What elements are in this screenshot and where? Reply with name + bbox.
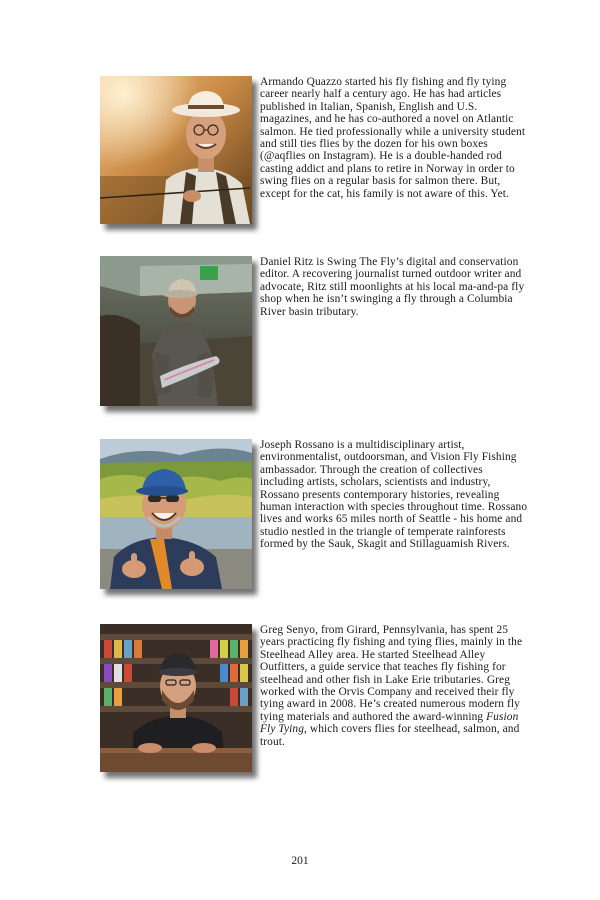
- photo-daniel-ritz-image: [100, 256, 252, 406]
- bio-text-armando-quazzo: Armando Quazzo started his fly fishing and fly tying career nearly half a century ago. He has had articles published in Italian, Spanish, English and U.S. magazines, and he has co-authored a novel on Atlantic salmon. He tied professionally while a university student and still ties flies by the dozen for his own boxes (@aqflies on Instagram). He is a double-handed rod casting addict and plans to retire in Norway in order to swing flies on a regular basis for salmon there. But, except for the cat, his family is not aware of this. Yet.: [260, 76, 526, 200]
- photo-armando-quazzo: [100, 76, 252, 224]
- photo-armando-quazzo-image: [100, 76, 252, 224]
- bio-text-greg-senyo: [260, 624, 528, 748]
- photo-greg-senyo: [100, 624, 252, 772]
- bio-text-joseph-rossano: Joseph Rossano is a multidisciplinary artist, environmentalist, outdoorsman, and Vision Fly Fishing ambassador. Through the creation of collectives including artists, scholars, scientists and industry, Rossano presents contemporary histories, revealing human interaction with species throughout time. Rossano lives and works 65 miles north of Seattle - his home and studio nestled in the triangle of temperate rainforests formed by the Sauk, Skagit and Stillaguamish Rivers.: [260, 439, 528, 551]
- bio-text-greg-senyo-part2: , which covers flies for steelhead, salmon, and trout.: [260, 723, 520, 748]
- bio-armando-quazzo: [100, 76, 530, 236]
- bio-greg-senyo: [100, 624, 530, 799]
- bio-text-greg-senyo-part1: Greg Senyo, from Girard, Pennsylvania, has spent 25 years practicing fly fishing and tying flies, mainly in the Steelhead Alley area. He started Steelhead Alley Outfitters, a guide service that teaches fly fishing for steelhead and other fish in Lake Erie tributaries. Greg worked with the Orvis Company and received their fly tying award in 2008. He’s created numerous modern fly tying materials and authored the award-winning: [260, 624, 523, 723]
- page-number: 201: [291, 855, 309, 867]
- photo-joseph-rossano-image: [100, 439, 252, 589]
- bio-text-daniel-ritz: Daniel Ritz is Swing The Fly’s digital and conservation editor. A recovering journalist turned outdoor writer and advocate, Ritz still moonlights at his local ma-and-pa fly shop when he isn’t swinging a fly through a Columbia River basin tributary.: [260, 256, 525, 318]
- photo-daniel-ritz: [100, 256, 252, 406]
- book-title: Fusion Fly Tying: [260, 710, 519, 736]
- bio-daniel-ritz: [100, 256, 530, 411]
- photo-joseph-rossano: [100, 439, 252, 589]
- photo-greg-senyo-image: [100, 624, 252, 772]
- bio-joseph-rossano: [100, 439, 530, 599]
